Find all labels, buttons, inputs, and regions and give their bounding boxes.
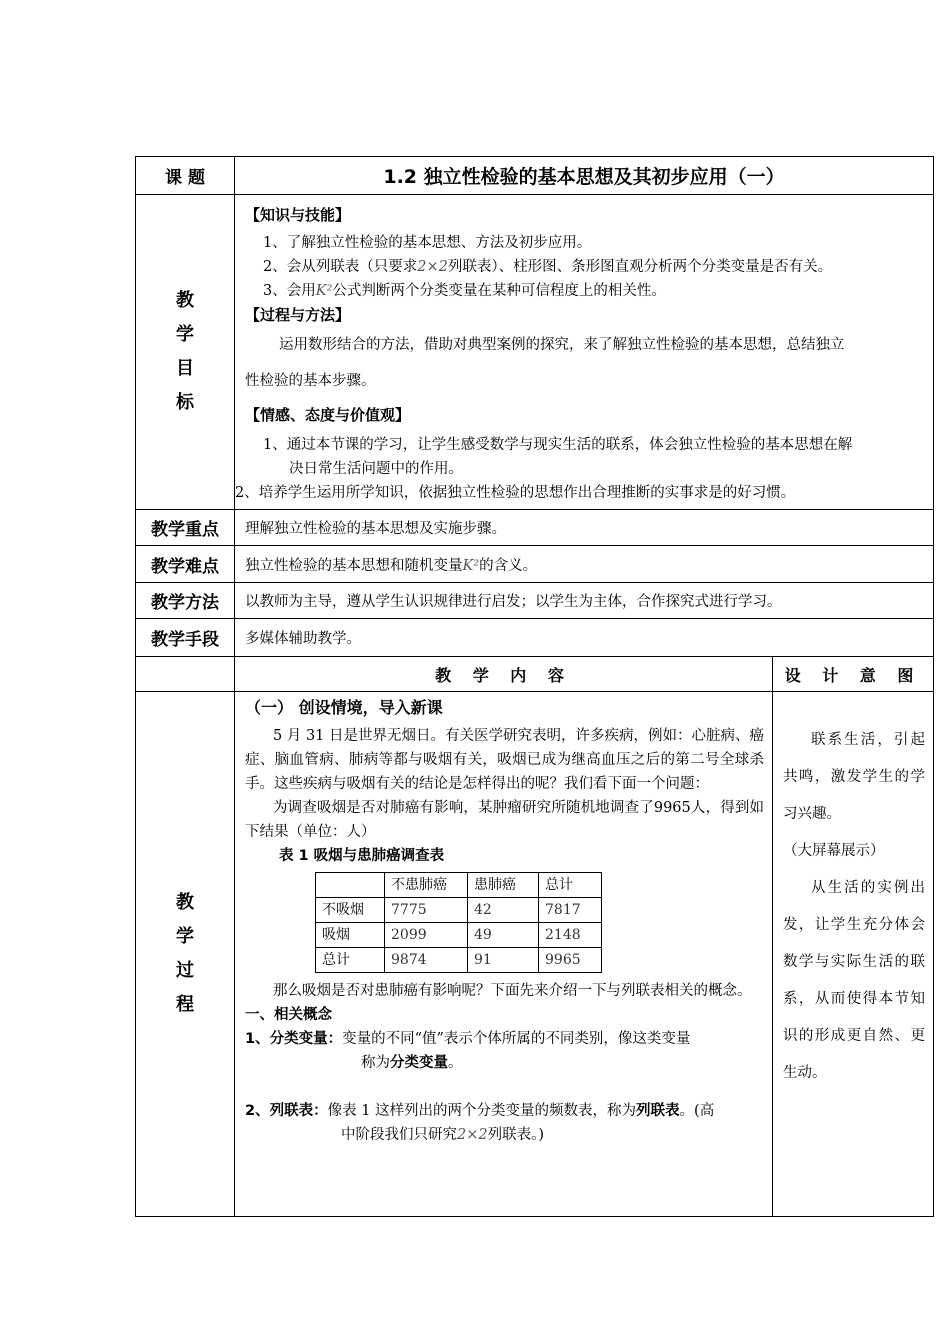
design-content xyxy=(773,692,934,1217)
process-label: 教 学 过 程 xyxy=(136,692,235,1217)
means-label: 教学手段 xyxy=(136,619,235,657)
process-heading: 【过程与方法】 xyxy=(245,306,351,324)
empty-header-cell xyxy=(136,657,235,692)
table-cell: 2099 xyxy=(385,923,468,948)
difficulty-label: 教学难点 xyxy=(136,546,235,583)
knowledge-item-3: 3、会用K²公式判断两个分类变量在某种可信程度上的相关性。 xyxy=(263,283,666,299)
table-caption: 表 1 吸烟与患肺癌调查表 xyxy=(279,848,445,864)
attitude-item-1b: 决日常生活问题中的作用。 xyxy=(289,461,463,477)
method-label: 教学方法 xyxy=(136,583,235,619)
table-cell: 49 xyxy=(468,923,539,948)
table-header-cell xyxy=(316,873,385,898)
content-column-header: 教 学 内 容 xyxy=(235,657,773,692)
table-cell: 总计 xyxy=(316,948,385,973)
process-text-1: 运用数形结合的方法，借助对典型案例的探究，来了解独立性检验的基本思想，总结独立 xyxy=(279,337,845,353)
survey-paragraph: 为调查吸烟是否对肺癌有影响，某肿瘤研究所随机地调查了9965人，得到如下结果（单位：人） xyxy=(245,800,764,840)
topic-label: 课 题 xyxy=(136,157,235,195)
objectives-content xyxy=(235,195,934,510)
table-cell: 不吸烟 xyxy=(316,898,385,923)
table-cell: 42 xyxy=(468,898,539,923)
concept-2: 2、列联表：像表 1 这样列出的两个分类变量的频数表，称为列联表。(高 xyxy=(245,1103,715,1119)
table-cell: 9965 xyxy=(539,948,602,973)
section-title: （一） 创设情境，导入新课 xyxy=(245,698,443,717)
table-row xyxy=(316,948,602,973)
intro-paragraph: 5 月 31 日是世界无烟日。有关医学研究表明，许多疾病，例如：心脏病、癌症、脑血管病、肺病等都与吸烟有关，吸烟已成为继高血压之后的第二号全球杀手。这些疾病与吸烟有关的结论是怎样得出的呢？我们看下面一个问题： xyxy=(245,728,765,792)
attitude-heading: 【情感、态度与价值观】 xyxy=(245,406,411,424)
survey-table xyxy=(315,872,602,973)
method-text: 以教师为主导，遵从学生认识规律进行启发；以学生为主体，合作探究式进行学习。 xyxy=(235,583,934,619)
knowledge-item-2: 2、会从列联表（只要求2×2列联表）、柱形图、条形图直观分析两个分类变量是否有关。 xyxy=(263,259,833,275)
table-cell: 2148 xyxy=(539,923,602,948)
difficulty-text: 独立性检验的基本思想和随机变量K²的含义。 xyxy=(235,546,934,583)
concept-2-cont: 中阶段我们只研究2×2列联表。) xyxy=(341,1127,545,1143)
focus-label: 教学重点 xyxy=(136,510,235,546)
lesson-plan-table xyxy=(135,156,934,1217)
process-content xyxy=(235,692,773,1217)
concept-1: 1、分类变量：变量的不同“值”表示个体所属的不同类别，像这类变量 xyxy=(245,1031,691,1047)
concepts-heading: 一、相关概念 xyxy=(245,1007,332,1023)
table-row xyxy=(316,898,602,923)
objectives-label: 教 学 目 标 xyxy=(136,195,235,510)
question-paragraph: 那么吸烟是否对患肺癌有影响呢？下面先来介绍一下与列联表相关的概念。 xyxy=(273,983,752,999)
knowledge-item-1: 1、了解独立性检验的基本思想、方法及初步应用。 xyxy=(263,235,592,251)
table-cell: 7817 xyxy=(539,898,602,923)
table-cell: 91 xyxy=(468,948,539,973)
attitude-item-2: 2、培养学生运用所学知识，依据独立性检验的思想作出合理推断的实事求是的好习惯。 xyxy=(235,485,796,501)
table-header-cell: 总计 xyxy=(539,873,602,898)
table-row xyxy=(316,923,602,948)
table-cell: 7775 xyxy=(385,898,468,923)
table-cell: 9874 xyxy=(385,948,468,973)
table-cell: 吸烟 xyxy=(316,923,385,948)
design-paragraph-2: （大屏幕展示） xyxy=(783,843,885,859)
table-header-row xyxy=(316,873,602,898)
design-paragraph-3: 从生活的实例出发，让学生充分体会数学与实际生活的联系，从而使得本节知识的形成更自然、更生动。 xyxy=(783,880,925,1081)
table-header-cell: 患肺癌 xyxy=(468,873,539,898)
lesson-title: 1.2 独立性检验的基本思想及其初步应用（一） xyxy=(235,157,934,195)
process-text-2: 性检验的基本步骤。 xyxy=(245,373,376,389)
attitude-item-1a: 1、通过本节课的学习，让学生感受数学与现实生活的联系，体会独立性检验的基本思想在解 xyxy=(263,437,853,453)
focus-text: 理解独立性检验的基本思想及实施步骤。 xyxy=(235,510,934,546)
concept-1-cont: 称为分类变量。 xyxy=(361,1055,463,1071)
knowledge-heading: 【知识与技能】 xyxy=(245,206,351,224)
design-paragraph-1: 联系生活，引起共鸣，激发学生的学习兴趣。 xyxy=(783,732,925,822)
design-column-header: 设 计 意 图 xyxy=(773,657,934,692)
table-header-cell: 不患肺癌 xyxy=(385,873,468,898)
means-text: 多媒体辅助教学。 xyxy=(235,619,934,657)
